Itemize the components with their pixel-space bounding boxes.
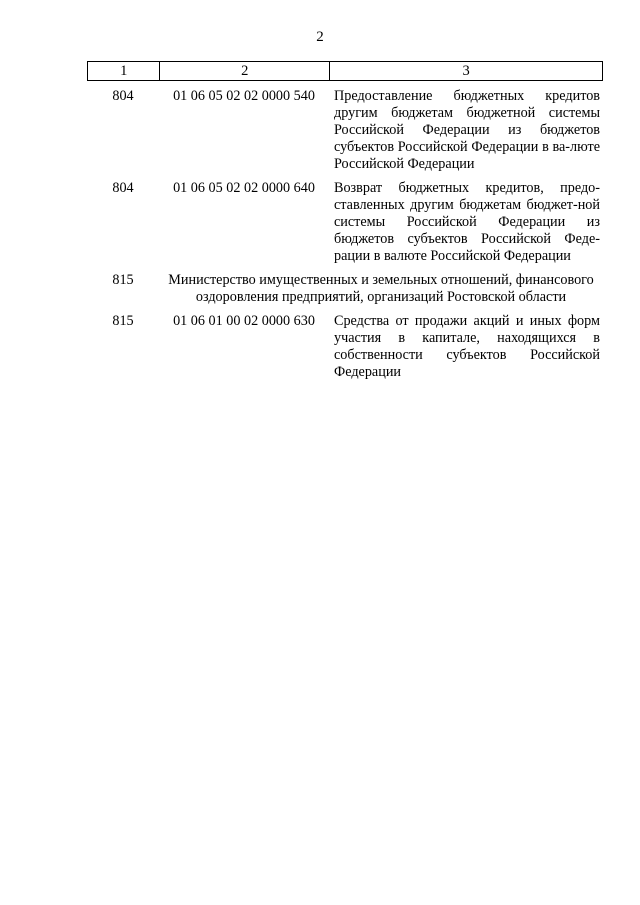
administrator-name: Министерство имущественных и земельных отношений, финансового оздоровления предприятий, организаций Ростовской области [168, 272, 594, 305]
budget-codes-table [87, 61, 603, 381]
header-col-2: 2 [159, 62, 329, 80]
table-row [87, 313, 603, 381]
source-code: 01 06 05 02 02 0000 640 [173, 180, 315, 196]
header-col-1: 1 [120, 63, 128, 79]
page-number: 2 [316, 29, 324, 45]
source-name: Возврат бюджетных кредитов, предо-ставленных другим бюджетам бюджет-ной системы Российской Федерации из бюджетов субъектов Российской Феде-рации в валюте Российской Федерации [334, 180, 600, 264]
source-code: 01 06 01 00 02 0000 630 [173, 313, 315, 329]
table-header-row [87, 61, 603, 81]
source-name: Предоставление бюджетных кредитов другим бюджетам бюджетной системы Российской Федерации из бюджетов субъектов Российской Федерации в ва-люте Российской Федерации [334, 88, 600, 172]
admin-code: 815 [112, 272, 134, 288]
admin-code: 804 [112, 180, 134, 196]
source-code: 01 06 05 02 02 0000 540 [173, 88, 315, 104]
table-row [87, 272, 603, 306]
header-col-3: 3 [329, 62, 602, 80]
table-row [87, 88, 603, 173]
table-row [87, 180, 603, 265]
admin-code: 804 [112, 88, 134, 104]
admin-code: 815 [112, 313, 134, 329]
source-name: Средства от продажи акций и иных форм участия в капитале, находящихся в собственности субъектов Российской Федерации [334, 313, 600, 380]
